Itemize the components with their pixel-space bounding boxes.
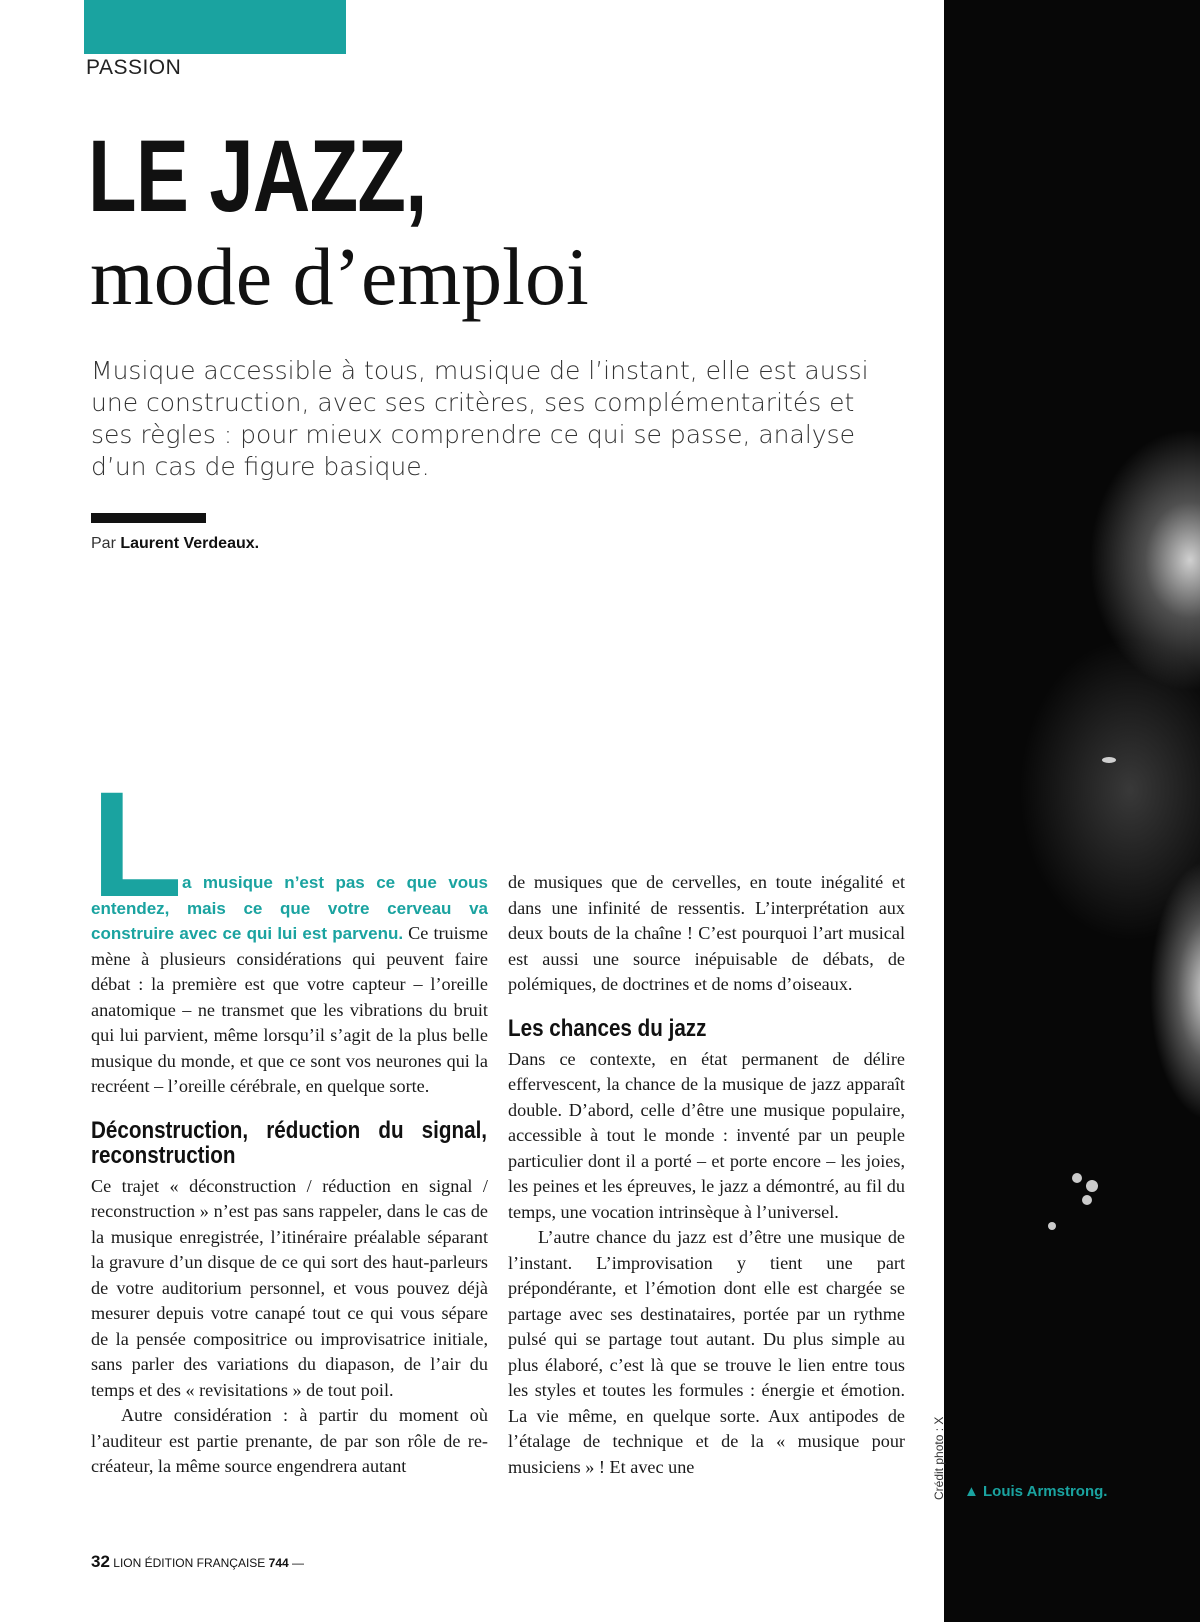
subheading-deconstruction: Déconstruction, réduction du signal, reconstruction xyxy=(91,1116,488,1169)
paragraph-3: Autre considération : à partir du moment où l’auditeur est partie prenante, de par son rôle de re-créateur, la même source engendrera autant xyxy=(91,1405,488,1476)
byline xyxy=(91,535,259,553)
paragraph-1-text: Ce truisme mène à plusieurs considérations qui peuvent faire débat : la première est que votre capteur – l’oreille anatomique – ne transmet que les vibrations du bruit qui lui parvient, même lorsqu’il s’agit de la plus belle musique du monde, et que ce sont vos neurones qui la recréent – l’oreille cérébrale, en quelque sorte. xyxy=(91,923,488,1096)
magazine-name: LION ÉDITION FRANÇAISE xyxy=(113,1556,266,1570)
photo-caption: ▲ Louis Armstrong. xyxy=(964,1483,1108,1500)
paragraph-5: Dans ce contexte, en état permanent de délire effervescent, la chance de la musique de jazz apparaît double. D’abord, celle d’être une musique populaire, accessible à tout le monde : inventé par un peuple particulier dont il a porté – et porte encore – les joies, les peines et les épreuves, le jazz a démontré, au fil du temps, une vocation intrinsèque à l’universel. xyxy=(508,1048,905,1222)
photo-credit: Crédit photo : X xyxy=(932,1416,946,1500)
photo-sparkle xyxy=(1048,1222,1056,1230)
article-intro: Musique accessible à tous, musique de l’instant, elle est aussi une construction, avec ses critères, ses complémentarités et ses règles : pour mieux comprendre ce qui se passe, analyse d’un cas de figure basique. xyxy=(91,356,869,481)
issue-number: 744 xyxy=(268,1556,289,1570)
paragraph-6: L’autre chance du jazz est d’être une musique de l’instant. L’improvisation y tient une part prépondérante, et l’émotion dont elle est chargée se partage avec ses destinataires, portée par un rythme pulsé qui se partage tout autant. Du plus simple au plus élaboré, c’est là que se trouve le lien entre tous les styles et toutes les formules : énergie et émotion. La vie même, en quelque sorte. Aux antipodes de l’étalage de technique et de la « musique pour musiciens » ! Et avec une xyxy=(508,1227,905,1477)
paragraph-4: de musiques que de cervelles, en toute inégalité et dans une infinité de ressentis. L’interprétation aux deux bouts de la chaîne ! C’est pourquoi l’art musical est aussi une source inépuisable de débats, de polémiques, de doctrines et de noms d’oiseaux. xyxy=(508,872,905,994)
article-title: LE JAZZ, xyxy=(88,119,427,233)
photo-sparkle xyxy=(1086,1180,1098,1192)
page-number: 32 xyxy=(91,1552,110,1571)
article-subtitle: mode d’emploi xyxy=(90,231,589,322)
paragraph-2: Ce trajet « déconstruction / réduction en signal / reconstruction » n’est pas sans rappeler, dans le cas de la musique enregistrée, l’itinéraire préalable séparant la gravure d’un disque de ce qui sort des haut-parleurs de votre auditorium personnel, et vous pouvez déjà mesurer depuis votre canapé tout ce qui vous sépare de la pensée compositrice ou improvisatrice initiale, sans parler des variations du diapason, de l’air du temps et des « revisitations » de tout poil. xyxy=(91,1175,488,1400)
byline-prefix: Par xyxy=(91,535,116,552)
byline-rule xyxy=(91,513,206,523)
dropcap: L xyxy=(91,760,183,928)
page-footer: 32 LION ÉDITION FRANÇAISE 744 — xyxy=(91,1552,305,1571)
section-label: PASSION xyxy=(86,56,182,79)
paragraph-1 xyxy=(91,870,488,1100)
lead-text: a musique n’est pas ce que vous entendez, mais ce que votre cerveau va construire avec ce qui lui est parvenu. xyxy=(91,873,488,943)
section-color-bar xyxy=(84,0,346,54)
byline-author: Laurent Verdeaux. xyxy=(120,535,260,552)
photo-sparkle xyxy=(1102,757,1116,763)
subheading-chances: Les chances du jazz xyxy=(508,1014,707,1042)
photo-sparkle xyxy=(1082,1195,1092,1205)
article-column-left xyxy=(91,870,488,1480)
photo-sparkle xyxy=(1072,1173,1082,1183)
article-column-right xyxy=(508,870,905,1480)
